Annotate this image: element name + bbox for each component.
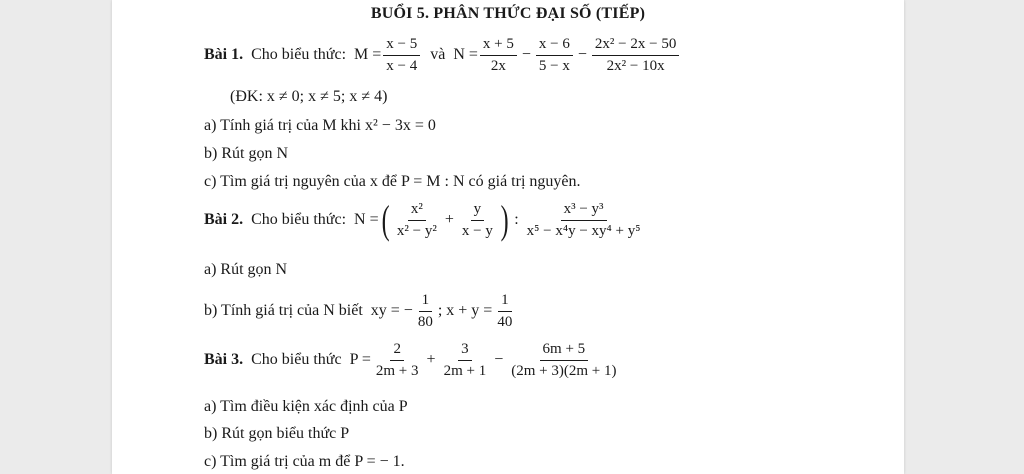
minus-sign: − <box>521 46 531 63</box>
bai2-fraction-2 <box>459 201 496 239</box>
bai3-fraction-1 <box>373 341 422 379</box>
bai2-item-b-f1-numerator: 1 <box>419 292 433 312</box>
bai1-n-f2-denominator: 5 − x <box>538 57 570 74</box>
bai2-item-b-f1-denominator: 80 <box>417 313 433 330</box>
bai1-statement <box>204 36 681 74</box>
left-paren: ( <box>381 197 390 242</box>
bai2-f1-denominator: x² − y² <box>396 222 437 239</box>
bai1-n-f1-numerator: x + 5 <box>480 36 517 56</box>
bai1-n-f1-denominator: 2x <box>490 57 506 74</box>
bai2-item-b <box>204 292 517 330</box>
minus-sign: − <box>577 46 587 63</box>
bai2-f2-numerator: y <box>471 201 485 221</box>
bai1-n-f3-numerator: 2x² − 2x − 50 <box>592 36 679 56</box>
bai2-item-b-text: b) Tính giá trị của N biết <box>204 302 363 319</box>
bai1-intro: Cho biểu thức: <box>251 46 347 63</box>
bai2-item-b-mid: ; x + y = <box>437 302 493 319</box>
bai3-item-a: a) Tìm điều kiện xác định của P <box>204 398 408 415</box>
bai1-item-c: c) Tìm giá trị nguyên của x để P = M : N có giá trị nguyên. <box>204 173 581 190</box>
bai2-item-b-f2-numerator: 1 <box>498 292 512 312</box>
bai1-n-f3-denominator: 2x² − 10x <box>606 57 665 74</box>
right-paren: ) <box>500 197 509 242</box>
bai3-p-lhs: P = <box>349 351 371 368</box>
bai2-item-b-fraction-1 <box>415 292 436 330</box>
bai1-and: và <box>430 46 446 63</box>
bai2-f1-numerator: x² <box>408 201 426 221</box>
bai2-f3-denominator: x⁵ − x⁴y − xy⁴ + y⁵ <box>526 222 641 239</box>
bai2-f2-denominator: x − y <box>461 222 493 239</box>
bai1-m-lhs: M = <box>354 46 382 63</box>
plus-sign: + <box>444 211 454 228</box>
document-page <box>112 0 904 474</box>
bai3-f1-denominator: 2m + 3 <box>375 362 419 379</box>
bai2-n-lhs: N = <box>354 211 379 228</box>
divide-sign: : <box>514 211 519 228</box>
bai3-fraction-3 <box>508 341 619 379</box>
bai3-label: Bài 3. <box>204 351 244 368</box>
bai2-item-b-f2-denominator: 40 <box>497 313 513 330</box>
bai3-f3-denominator: (2m + 3)(2m + 1) <box>511 362 617 379</box>
minus-sign: − <box>494 351 504 368</box>
bai3-statement <box>204 341 621 379</box>
bai1-m-fraction <box>383 36 420 74</box>
document-title: BUỔI 5. PHÂN THỨC ĐẠI SỐ (TIẾP) <box>370 5 646 22</box>
bai1-m-denominator: x − 4 <box>386 57 418 74</box>
bai1-item-a: a) Tính giá trị của M khi x² − 3x = 0 <box>204 117 436 134</box>
bai3-item-c: c) Tìm giá trị của m để P = − 1. <box>204 453 405 470</box>
bai3-f3-numerator: 6m + 5 <box>540 341 589 361</box>
bai1-n-fraction-2 <box>536 36 573 74</box>
bai1-item-b: b) Rút gọn N <box>204 145 288 162</box>
bai3-fraction-2 <box>441 341 490 379</box>
bai1-m-numerator: x − 5 <box>383 36 420 56</box>
bai2-item-b-fraction-2 <box>494 292 515 330</box>
bai1-label: Bài 1. <box>204 46 244 63</box>
plus-sign: + <box>426 351 436 368</box>
bai1-condition: (ĐK: x ≠ 0; x ≠ 5; x ≠ 4) <box>230 88 388 105</box>
bai1-n-f2-numerator: x − 6 <box>536 36 573 56</box>
bai3-f1-numerator: 2 <box>390 341 404 361</box>
bai2-f3-numerator: x³ − y³ <box>561 201 607 221</box>
bai2-label: Bài 2. <box>204 211 244 228</box>
bai3-intro: Cho biểu thức <box>251 351 342 368</box>
bai2-fraction-3 <box>524 201 644 239</box>
bai3-item-b: b) Rút gọn biểu thức P <box>204 425 350 442</box>
bai1-n-fraction-1 <box>480 36 517 74</box>
bai2-statement <box>204 197 645 242</box>
bai1-n-fraction-3 <box>592 36 679 74</box>
bai3-f2-numerator: 3 <box>458 341 472 361</box>
bai2-item-b-lhs: xy = − <box>370 302 413 319</box>
bai1-n-lhs: N = <box>453 46 478 63</box>
bai2-intro: Cho biểu thức: <box>251 211 347 228</box>
bai2-item-a: a) Rút gọn N <box>204 261 288 278</box>
bai2-fraction-1 <box>394 201 440 239</box>
bai3-f2-denominator: 2m + 1 <box>443 362 487 379</box>
